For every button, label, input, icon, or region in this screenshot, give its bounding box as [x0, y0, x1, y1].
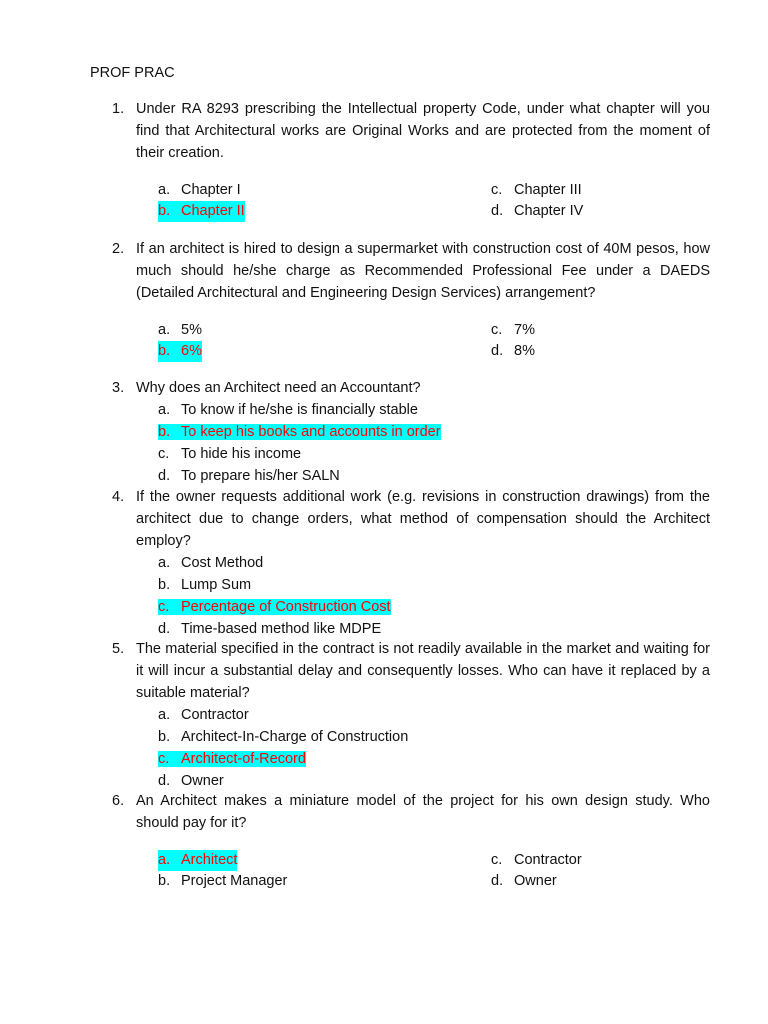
- option-letter: d.: [158, 773, 171, 789]
- option-letter: c.: [491, 182, 503, 198]
- option-text: Chapter IV: [514, 203, 584, 219]
- option-text: Contractor: [514, 852, 582, 868]
- option-b: [158, 726, 710, 748]
- option-d: [158, 618, 710, 640]
- option-letter: d.: [158, 621, 171, 637]
- option-text: To keep his books and accounts in order: [181, 424, 441, 440]
- question-number: 1.: [112, 101, 125, 117]
- option-text: Contractor: [181, 707, 249, 723]
- option-b: [158, 871, 287, 892]
- option-text: 8%: [514, 343, 535, 359]
- option-letter: b.: [158, 203, 171, 219]
- option-letter: a.: [158, 555, 171, 571]
- option-letter: a.: [158, 322, 171, 338]
- option-letter: b.: [158, 424, 171, 440]
- document-title: PROF PRAC: [90, 65, 175, 81]
- option-letter: c.: [158, 446, 170, 462]
- option-letter: d.: [491, 203, 504, 219]
- option-text: To prepare his/her SALN: [181, 468, 340, 484]
- question-text: If the owner requests additional work (e.g. revisions in construction drawings) from the architect due to change orders, what method of compensation should the Architect employ?: [136, 489, 710, 549]
- question-number: 5.: [112, 641, 125, 657]
- question-number: 6.: [112, 793, 125, 809]
- option-letter: b.: [158, 729, 171, 745]
- option-c: [158, 443, 710, 465]
- option-d: [491, 201, 583, 222]
- option-text: To hide his income: [181, 446, 302, 462]
- option-c-answer: [158, 596, 710, 618]
- option-text: Cost Method: [181, 555, 264, 571]
- question-4-options: [158, 552, 710, 640]
- option-letter: a.: [158, 707, 171, 723]
- option-a: [158, 180, 241, 201]
- option-text: Lump Sum: [181, 577, 252, 593]
- option-text: Owner: [514, 873, 557, 889]
- option-c: [491, 180, 582, 201]
- option-d: [491, 871, 557, 892]
- option-c-answer: [158, 748, 710, 770]
- option-letter: c.: [158, 599, 170, 615]
- question-text: The material specified in the contract is not readily available in the market and waiting for it will incur a substantial delay and consequently losses. Who can have it replaced by a suitable material?: [136, 641, 710, 701]
- option-text: Project Manager: [181, 873, 288, 889]
- question-4: [112, 486, 710, 640]
- question-5: [112, 638, 710, 792]
- question-6: [112, 790, 710, 834]
- question-3-options: [158, 399, 710, 487]
- option-letter: b.: [158, 343, 171, 359]
- option-d: [158, 770, 710, 792]
- question-text: An Architect makes a miniature model of the project for his own design study. Who should pay for it?: [136, 793, 710, 831]
- option-text: To know if he/she is financially stable: [181, 402, 418, 418]
- option-a: [158, 704, 710, 726]
- option-letter: a.: [158, 402, 171, 418]
- question-2: [112, 238, 710, 304]
- option-c: [491, 320, 535, 341]
- option-text: Chapter II: [181, 203, 245, 219]
- option-text: Architect-In-Charge of Construction: [181, 729, 409, 745]
- option-a-answer: [158, 850, 237, 871]
- option-letter: c.: [491, 322, 503, 338]
- option-letter: d.: [158, 468, 171, 484]
- option-text: 5%: [181, 322, 202, 338]
- question-text: Why does an Architect need an Accountant?: [136, 380, 421, 396]
- option-letter: d.: [491, 343, 504, 359]
- option-letter: a.: [158, 852, 171, 868]
- option-letter: b.: [158, 873, 171, 889]
- option-text: Chapter III: [514, 182, 582, 198]
- question-number: 2.: [112, 241, 125, 257]
- option-text: Architect-of-Record: [181, 751, 306, 767]
- option-text: Percentage of Construction Cost: [181, 599, 391, 615]
- option-letter: b.: [158, 577, 171, 593]
- option-b-answer: [158, 421, 710, 443]
- option-a: [158, 320, 202, 341]
- question-3: [112, 377, 710, 487]
- option-text: 6%: [181, 343, 202, 359]
- question-5-options: [158, 704, 710, 792]
- option-letter: c.: [491, 852, 503, 868]
- option-d: [491, 341, 535, 362]
- question-number: 3.: [112, 380, 125, 396]
- option-letter: a.: [158, 182, 171, 198]
- question-text: If an architect is hired to design a supermarket with construction cost of 40M pesos, how much should he/she charge as Recommended Professional Fee under a DAEDS (Detailed Architectural and Engineering Design Services) arrangement?: [136, 241, 710, 301]
- option-b-answer: [158, 201, 245, 222]
- option-letter: d.: [491, 873, 504, 889]
- option-b-answer: [158, 341, 202, 362]
- question-1: [112, 98, 710, 164]
- option-letter: c.: [158, 751, 170, 767]
- option-a: [158, 399, 710, 421]
- option-a: [158, 552, 710, 574]
- option-text: Architect: [181, 852, 238, 868]
- option-b: [158, 574, 710, 596]
- option-text: 7%: [514, 322, 535, 338]
- option-d: [158, 465, 710, 487]
- question-number: 4.: [112, 489, 125, 505]
- option-text: Chapter I: [181, 182, 241, 198]
- question-text: Under RA 8293 prescribing the Intellectual property Code, under what chapter will you find that Architectural works are Original Works and are protected from the moment of their creation.: [136, 101, 710, 161]
- option-text: Owner: [181, 773, 224, 789]
- option-c: [491, 850, 582, 871]
- option-text: Time-based method like MDPE: [181, 621, 382, 637]
